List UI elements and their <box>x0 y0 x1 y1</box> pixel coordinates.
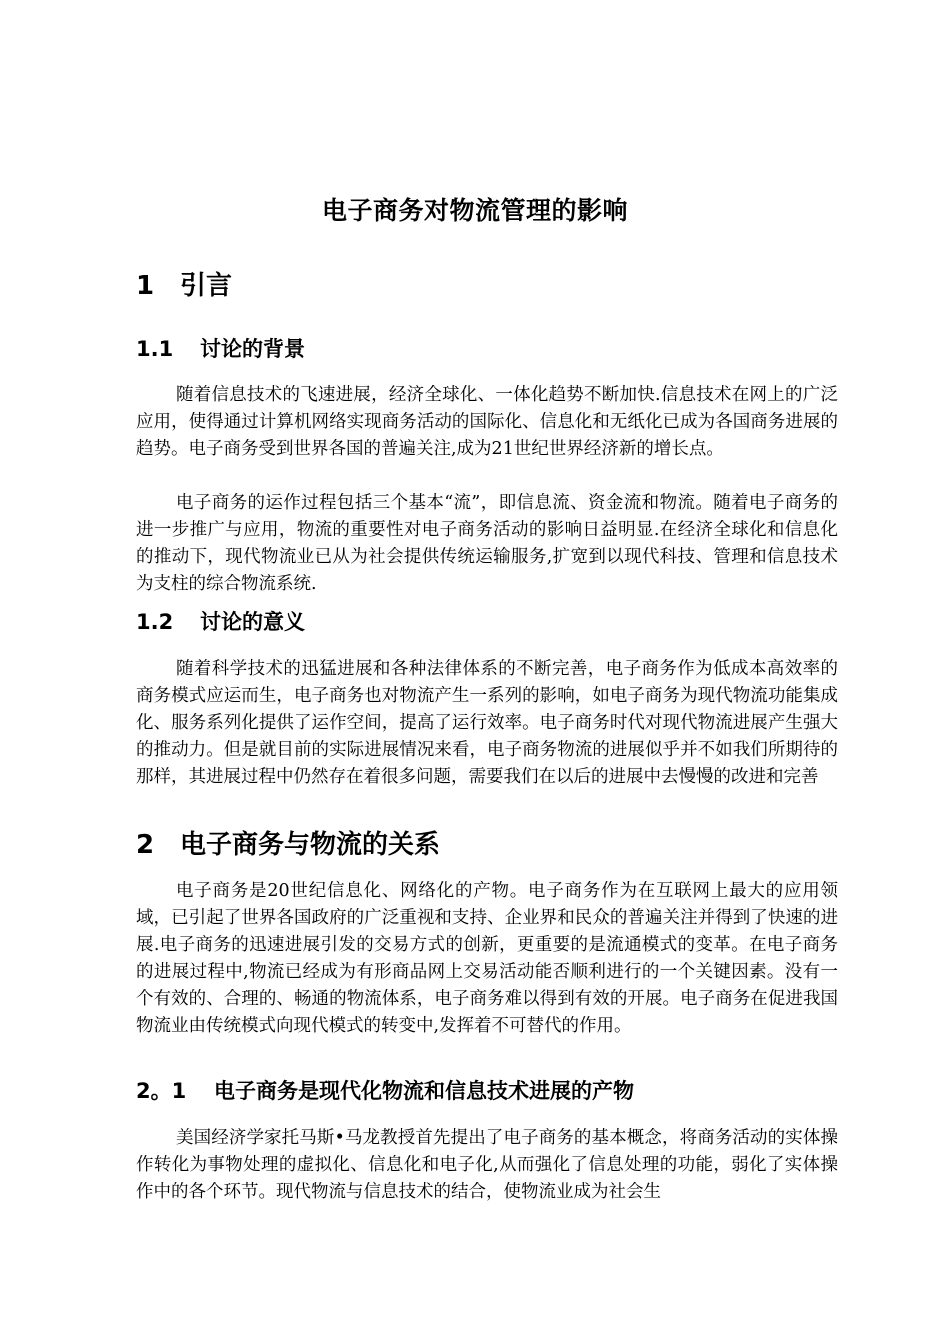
subsection-number: 1.1 <box>136 337 174 361</box>
section-title: 电子商务与物流的关系 <box>180 830 441 860</box>
subsection-title: 讨论的背景 <box>200 337 305 361</box>
subsection-heading-1-1 <box>136 335 305 363</box>
subsection-title: 讨论的意义 <box>200 610 305 634</box>
subsection-heading-2-1 <box>136 1077 634 1105</box>
subsection-number: 2。1 <box>136 1079 187 1103</box>
paragraph: 电子商务是20世纪信息化、网络化的产物。电子商务作为在互联网上最大的应用领域，已引起了世界各国政府的广泛重视和支持、企业界和民众的普遍关注并得到了快速的进展.电子商务的迅速进展引发的交易方式的创新，更重要的是流通模式的变革。在电子商务的进展过程中,物流已经成为有形商品网上交易活动能否顺利进行的一个关键因素。没有一个有效的、合理的、畅通的物流体系，电子商务难以得到有效的开展。电子商务在促进我国物流业由传统模式向现代模式的转变中,发挥着不可替代的作用。 <box>136 881 838 1036</box>
subsection-number: 1.2 <box>136 610 174 634</box>
document-title: 电子商务对物流管理的影响 <box>321 196 628 225</box>
subsection-title: 电子商务是现代化物流和信息技术进展的产物 <box>214 1079 634 1103</box>
paragraph: 美国经济学家托马斯•马龙教授首先提出了电子商务的基本概念，将商务活动的实体操作转化为事物处理的虚拟化、信息化和电子化,从而强化了信息处理的功能，弱化了实体操作中的各个环节。现代物流与信息技术的结合，使物流业成为社会生 <box>136 1128 838 1202</box>
paragraph: 随着科学技术的迅猛进展和各种法律体系的不断完善，电子商务作为低成本高效率的商务模式应运而生，电子商务也对物流产生一系列的影响，如电子商务为现代物流功能集成化、服务系列化提供了运作空间，提高了运行效率。电子商务时代对现代物流进展产生强大的推动力。但是就目前的实际进展情况来看，电子商务物流的进展似乎并不如我们所期待的那样，其进展过程中仍然存在着很多问题，需要我们在以后的进展中去慢慢的改进和完善 <box>136 659 838 787</box>
section-heading-2 <box>136 829 440 861</box>
section-title: 引言 <box>180 271 233 301</box>
section-number: 2 <box>136 830 155 860</box>
section-heading-1 <box>136 270 232 302</box>
paragraph: 随着信息技术的飞速进展，经济全球化、一体化趋势不断加快.信息技术在网上的广泛应用，使得通过计算机网络实现商务活动的国际化、信息化和无纸化已成为各国商务进展的趋势。电子商务受到世界各国的普遍关注,成为21世纪世界经济新的增长点。 <box>136 385 838 459</box>
section-number: 1 <box>136 271 155 301</box>
subsection-heading-1-2 <box>136 608 305 636</box>
paragraph: 电子商务的运作过程包括三个基本“流”，即信息流、资金流和物流。随着电子商务的进一步推广与应用，物流的重要性对电子商务活动的影响日益明显.在经济全球化和信息化的推动下，现代物流业已从为社会提供传统运输服务,扩宽到以现代科技、管理和信息技术为支柱的综合物流系统. <box>136 493 838 594</box>
